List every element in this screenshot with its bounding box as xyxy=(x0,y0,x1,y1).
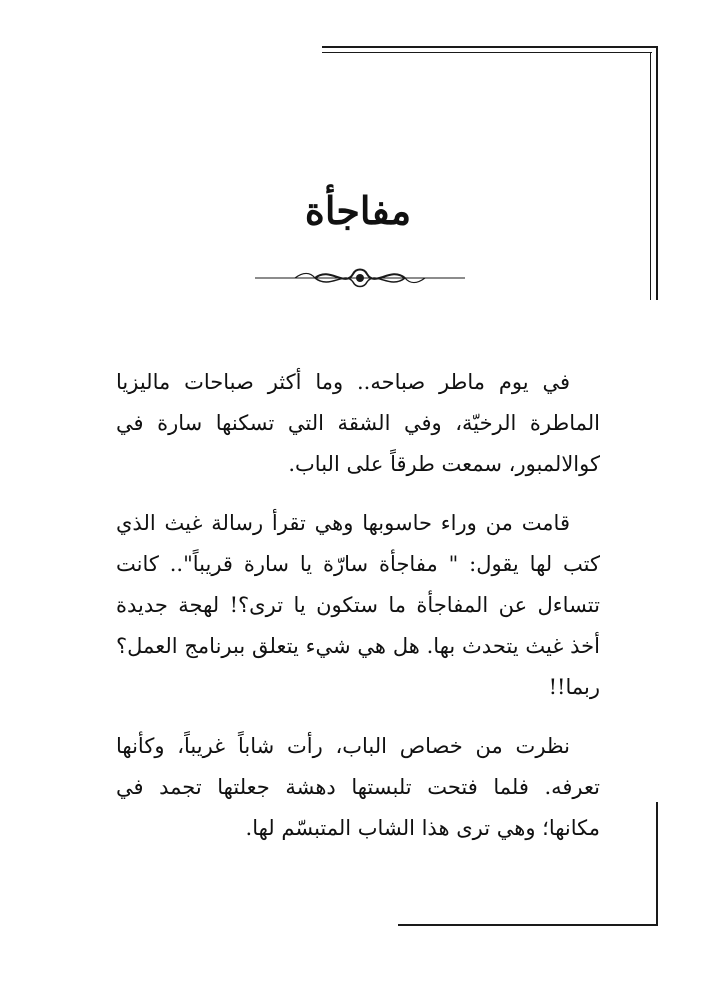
frame-top-inner xyxy=(322,52,652,53)
paragraph-2: قامت من وراء حاسوبها وهي تقرأ رسالة غيث الذي كتب لها يقول: " مفاجأة سارّة يا سارة قريباً".. كانت تتساءل عن المفاجأة ما ستكون يا ترى؟! لهجة جديدة أخذ غيث يتحدث بها. هل هي شيء يتعلق ببرنامج العمل؟ ربما!! xyxy=(116,511,600,699)
paragraph-1: في يوم ماطر صباحه.. وما أكثر صباحات ماليزيا الماطرة الرخيّة، وفي الشقة التي تسكنها سارة في كوالالمبور، سمعت طرقاً على الباب. xyxy=(116,370,600,476)
scroll-flourish-icon xyxy=(255,258,465,298)
chapter-body xyxy=(116,362,600,867)
frame-right-inner xyxy=(650,52,651,300)
paragraph-3: نظرت من خصاص الباب، رأت شاباً غريباً، وكأنها تعرفه. فلما فتحت تلبستها دهشة جعلتها تجمد في مكانها؛ وهي ترى هذا الشاب المتبسّم لها. xyxy=(116,734,600,840)
frame-bottom-horizontal xyxy=(398,924,658,926)
frame-right-outer xyxy=(656,46,658,300)
frame-top-outer xyxy=(322,46,658,48)
chapter-title: مفاجأة xyxy=(304,188,412,233)
frame-bottom-right-vertical xyxy=(656,802,658,926)
